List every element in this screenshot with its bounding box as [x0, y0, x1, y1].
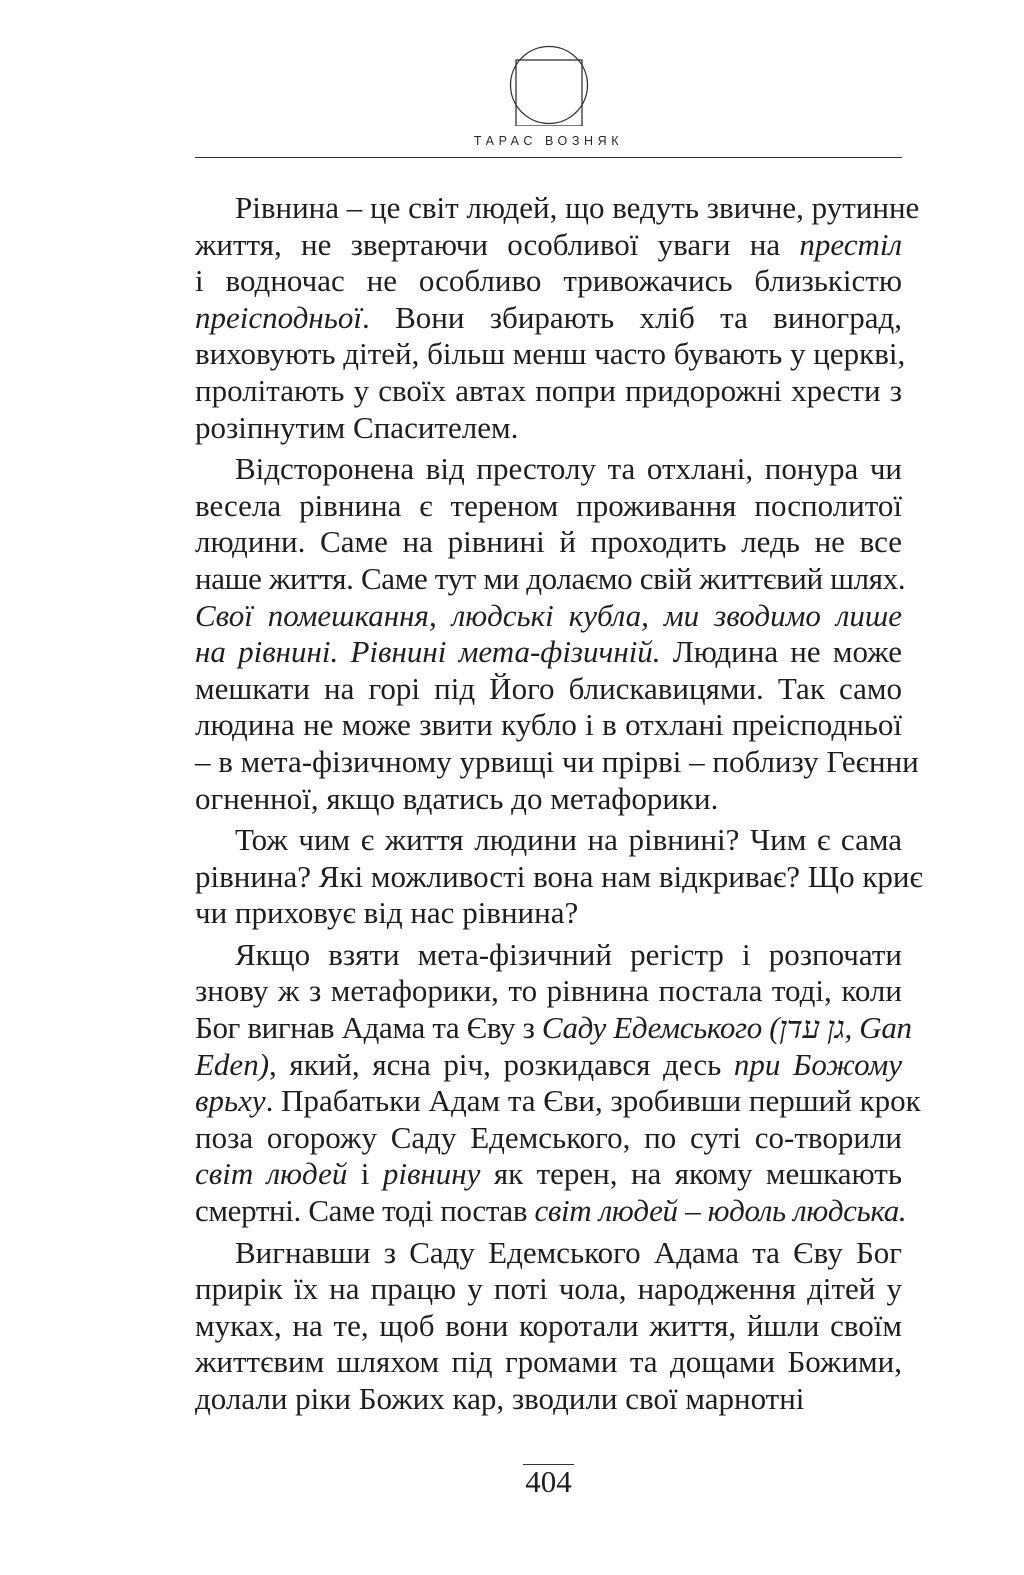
text-line — [195, 1047, 902, 1084]
text-segment: долали ріки Божих кар, зводили свої марнотні — [195, 1381, 805, 1416]
italic-text: престіл — [799, 226, 902, 262]
text-line — [195, 336, 906, 373]
text-line — [195, 1010, 912, 1047]
text-line — [195, 1083, 921, 1120]
text-segment: виховують дітей, більш менш часто бувають у церкві, — [195, 336, 906, 372]
body-text — [195, 190, 923, 1418]
text-segment: Рівнина – це світ людей, що ведуть звичне, рутинне — [235, 190, 920, 225]
text-line — [195, 707, 902, 744]
text-line — [195, 1344, 902, 1381]
text-segment: . Вони збирають хліб та виноград, — [362, 299, 902, 335]
text-segment: смертні. Саме тоді постав — [195, 1193, 535, 1229]
text-segment: Вигнавши з Саду Едемського Адама та Єву Бог — [235, 1234, 902, 1270]
text-line — [195, 1235, 902, 1272]
text-segment: життя, не звертаючи особливої уваги на — [195, 226, 800, 262]
italic-text: світ людей — [195, 1156, 348, 1192]
italic-text: світ людей – юдоль людська. — [534, 1193, 907, 1229]
text-line — [195, 634, 902, 671]
text-segment: розіпнутим Спасителем. — [195, 409, 519, 445]
text-line — [195, 973, 902, 1010]
text-segment: людина не може звити кубло і в отхлані преісподньої — [195, 707, 902, 743]
paragraph — [195, 451, 919, 817]
text-segment: і — [347, 1156, 383, 1192]
text-segment: Тож чим є життя людини на рівнині? Чим є сама — [235, 822, 902, 858]
text-segment: поза огорожу Саду Едемського, по суті со-творили — [195, 1119, 902, 1155]
text-line — [195, 858, 923, 896]
text-line — [195, 743, 919, 781]
text-line — [195, 190, 920, 227]
text-line — [195, 227, 902, 264]
text-line — [195, 1156, 902, 1193]
text-segment: пролітають у своїх автах попри придорожні хрести з — [195, 372, 902, 408]
paragraph — [195, 822, 923, 932]
text-segment: життєвим шляхом під громами та дощами Божими, — [195, 1344, 902, 1380]
italic-text: врьху — [195, 1083, 266, 1119]
text-segment: прирік їх на працю у поті чола, народження дітей у — [195, 1271, 902, 1307]
italic-text: Свої помешкання, людські кубла, ми зводимо лише — [195, 597, 902, 633]
italic-text: рівнину — [382, 1156, 481, 1192]
page-number: 404 — [525, 1464, 572, 1499]
circle-square-emblem-icon — [508, 44, 590, 126]
text-segment: наше життя. Саме тут ми долаємо свій життєвий шлях. — [195, 560, 906, 596]
text-segment: огненної, якщо вдатись до метафорики. — [195, 780, 719, 816]
text-line — [195, 822, 902, 859]
italic-text: Саду Едемського ( — [541, 1010, 780, 1046]
italic-text: , Gan — [844, 1010, 912, 1046]
text-segment: і водночас не особливо тривожачись близькістю — [195, 263, 902, 299]
text-segment: весела рівнина є тереном проживання посполитої — [195, 487, 902, 523]
italic-text: преісподньої — [195, 299, 363, 335]
text-segment: , який, ясна річ, розкидався десь — [269, 1046, 734, 1082]
text-segment: Відсторонена від престолу та отхлані, понура чи — [235, 451, 902, 487]
text-segment: чи приховує від нас рівнина? — [195, 895, 579, 931]
italic-text: גן עדן — [779, 1010, 845, 1046]
header-rule — [195, 157, 902, 158]
text-line — [195, 937, 902, 974]
text-line — [195, 1193, 907, 1230]
paragraph — [195, 190, 920, 446]
text-line — [195, 263, 902, 300]
text-line — [195, 598, 902, 635]
text-segment: знову ж з метафорики, то рівнина постала тоді, коли — [195, 973, 902, 1009]
text-line — [195, 1271, 902, 1308]
text-segment: Людина не може — [660, 634, 902, 670]
text-segment: муках, на те, щоб вони коротали життя, йшли своїм — [195, 1307, 902, 1343]
text-segment: – в мета-фізичному урвищі чи прірві – поблизу Геєнни — [195, 743, 919, 779]
text-line — [195, 781, 902, 818]
text-line — [195, 488, 902, 525]
text-line — [195, 300, 902, 337]
text-line — [195, 1308, 902, 1345]
text-line — [195, 1381, 902, 1418]
text-segment: як терен, на якому мешкають — [480, 1156, 902, 1192]
paragraph — [195, 936, 921, 1230]
text-line — [195, 895, 902, 932]
text-line — [195, 560, 906, 598]
text-line — [195, 373, 902, 410]
italic-text: на рівнині. Рівнині мета-фізичній. — [195, 634, 661, 670]
text-segment: Бог вигнав Адама та Єву з — [195, 1010, 542, 1046]
italic-text: при Божому — [733, 1046, 902, 1082]
text-line — [195, 451, 902, 488]
text-line — [195, 524, 902, 561]
running-head: ТАРАС ВОЗНЯК — [473, 134, 624, 148]
text-segment: людини. Саме на рівнині й проходить ледь не все — [195, 524, 902, 560]
text-line — [195, 410, 902, 447]
text-segment: рівнина? Які можливості вона нам відкриває? Що криє — [195, 858, 923, 894]
text-segment: мешкати на горі під Його блискавицями. Так само — [195, 670, 902, 706]
italic-text: Eden) — [195, 1046, 270, 1082]
text-line — [195, 671, 902, 708]
text-segment: . Прабатьки Адам та Єви, зробивши перший крок — [265, 1083, 921, 1119]
text-line — [195, 1120, 902, 1157]
paragraph — [195, 1235, 902, 1418]
text-segment: Якщо взяти мета-фізичний регістр і розпочати — [235, 936, 902, 972]
